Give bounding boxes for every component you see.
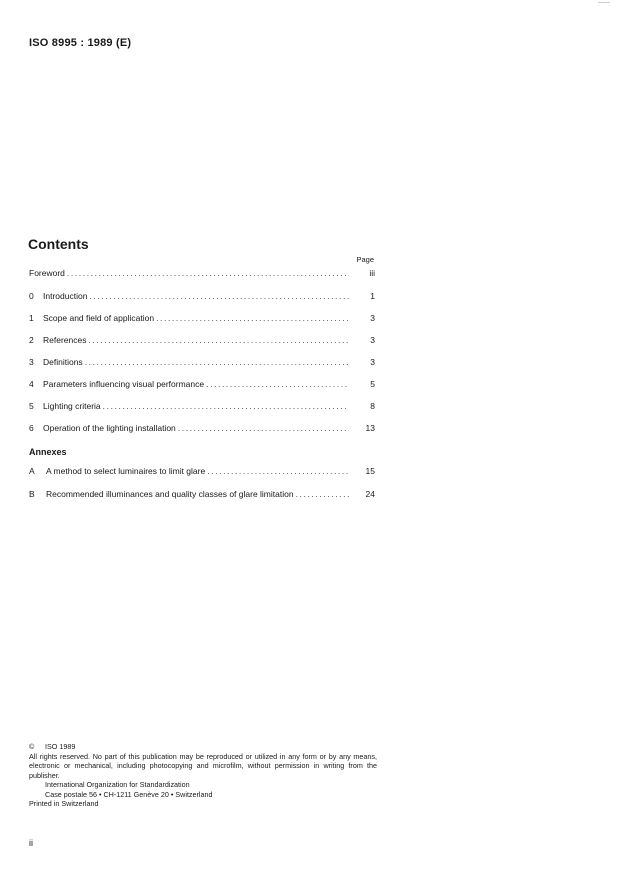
toc-entry-definitions[interactable] [29, 357, 375, 369]
toc-entry-introduction[interactable] [29, 291, 375, 303]
toc-entry-page: 5 [370, 379, 375, 389]
toc-annex-a[interactable] [29, 466, 375, 478]
rights-statement: All rights reserved. No part of this publication may be reproduced or utilized in any form or by any means, electronic or mechanical, including photocopying and microfilm, without permission in writing from the publisher. [29, 751, 377, 780]
toc-entry-page: 3 [370, 357, 375, 367]
toc-dot-leader [89, 291, 349, 301]
toc-entry-page: 8 [370, 401, 375, 411]
toc-entry-number: 1 [29, 313, 34, 323]
copyright-line [29, 742, 377, 752]
toc-entry-page: 3 [370, 335, 375, 345]
toc-dot-leader [156, 313, 349, 323]
toc-entry-lighting-criteria[interactable] [29, 401, 375, 413]
toc-annex-letter: A [29, 466, 35, 476]
annexes-heading: Annexes [29, 447, 67, 457]
toc-entry-title: Definitions [43, 357, 83, 367]
scan-corner-mark [598, 2, 610, 3]
toc-entry-parameters[interactable] [29, 379, 375, 391]
toc-entry-title: Foreword [29, 268, 65, 278]
toc-entry-page: iii [369, 268, 375, 278]
toc-entry-title: Operation of the lighting installation [43, 423, 176, 433]
toc-entry-number: 4 [29, 379, 34, 389]
printed-location: Printed in Switzerland [29, 799, 99, 808]
toc-dot-leader [207, 466, 349, 476]
toc-entry-number: 0 [29, 291, 34, 301]
toc-annex-title: A method to select luminaires to limit glare [46, 466, 206, 476]
toc-dot-leader [178, 423, 349, 433]
toc-entry-number: 2 [29, 335, 34, 345]
toc-entry-scope[interactable] [29, 313, 375, 325]
toc-entry-number: 5 [29, 401, 34, 411]
toc-entry-references[interactable] [29, 335, 375, 347]
toc-dot-leader [85, 357, 349, 367]
toc-annex-page: 24 [365, 489, 375, 499]
publisher-address: Case postale 56 • CH-1211 Genève 20 • Switzerland [45, 789, 213, 799]
toc-entry-title: Introduction [43, 291, 88, 301]
toc-annex-page: 15 [365, 466, 375, 476]
page-number: ii [29, 838, 33, 848]
toc-entry-title: Scope and field of application [43, 313, 155, 323]
toc-dot-leader [88, 335, 349, 345]
contents-title: Contents [28, 236, 89, 252]
toc-annex-letter: B [29, 489, 35, 499]
publisher-organization: International Organization for Standardization [45, 780, 190, 789]
copyright-owner: ISO 1989 [45, 742, 76, 751]
toc-entry-foreword[interactable] [29, 268, 375, 280]
toc-entry-number: 3 [29, 357, 34, 367]
toc-entry-title: Parameters influencing visual performance [43, 379, 205, 389]
page-column-label: Page [356, 255, 374, 264]
toc-entry-title: References [43, 335, 87, 345]
copyright-block [29, 742, 377, 809]
copyright-icon: © [29, 742, 35, 751]
toc-entry-title: Lighting criteria [43, 401, 101, 411]
document-identifier: ISO 8995 : 1989 (E) [29, 37, 132, 49]
toc-dot-leader [103, 401, 349, 411]
toc-entry-number: 6 [29, 423, 34, 433]
toc-annex-b[interactable] [29, 489, 375, 501]
toc-entry-page: 13 [365, 423, 375, 433]
toc-entry-page: 3 [370, 313, 375, 323]
toc-dot-leader [67, 268, 349, 278]
toc-annex-title: Recommended illuminances and quality classes of glare limitation [46, 489, 294, 499]
toc-entry-operation[interactable] [29, 423, 375, 435]
toc-dot-leader [296, 489, 349, 499]
toc-entry-page: 1 [370, 291, 375, 301]
toc-dot-leader [206, 379, 349, 389]
